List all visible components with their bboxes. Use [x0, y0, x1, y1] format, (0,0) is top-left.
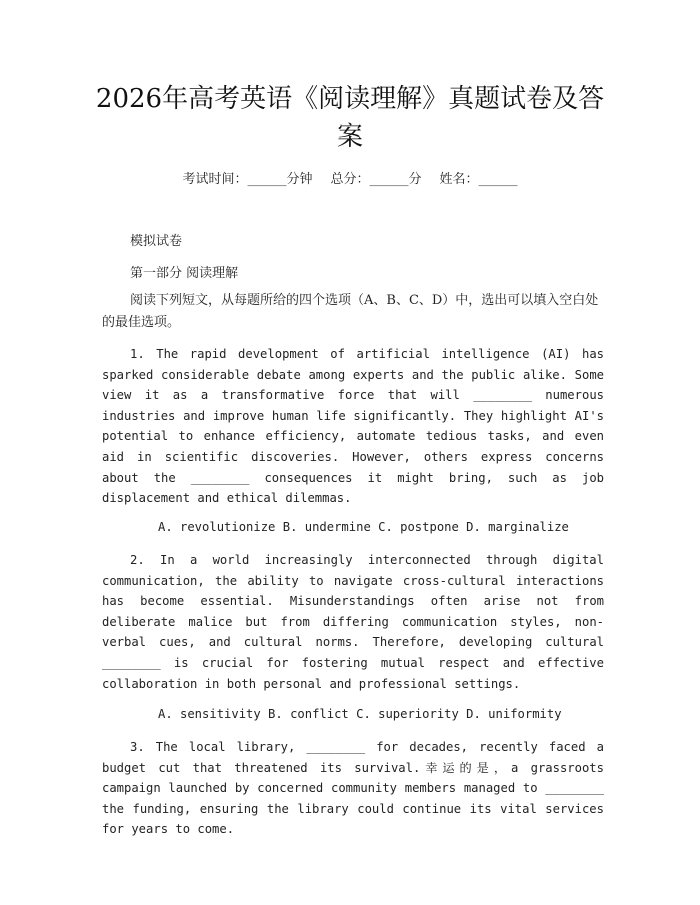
question-2-options: A. sensitivity B. conflict C. superiority D. uniformity: [158, 707, 562, 721]
section-label: 模拟试卷: [130, 234, 183, 249]
question-1: 1. The rapid development of artificial intelligence (AI) has sparked considerable debate among experts and the public alike. Some view it as a transformative force that will ________ numerous industries and improve human life significantly. They highlight AI's potential to enhance efficiency, automate tedious tasks, and even aid in scientific discoveries. However, others express concerns about the ________ consequences it might bring, such as job displacement and ethical dilemmas.: [102, 347, 604, 506]
exam-time-field: 考试时间：______分钟: [182, 172, 313, 187]
instructions: 阅读下列短文，从每题所给的四个选项（A、B、C、D）中，选出可以填入空白处的最佳选项。: [102, 293, 599, 330]
question-2: 2. In a world increasingly interconnected through digital communication, the ability to navigate cross-cultural interactions has become essential. Misunderstandings often arise not from deliberate malice but from differing communication styles, non-verbal cues, and cultural norms. Therefore, developing cultural ________ is crucial for fostering mutual respect and effective collaboration in both personal and professional settings.: [102, 553, 604, 691]
question-1-options: A. revolutionize B. undermine C. postpone D. marginalize: [158, 520, 569, 534]
question-3: 3. The local library, ________ for decades, recently faced a budget cut that threatened its survival.幸运的是，a grassroots campaign launched by concerned community members managed to ________ the funding, ensuring the library could continue its vital services for years to come.: [102, 740, 604, 837]
student-name-field: 姓名：______: [439, 172, 518, 187]
total-score-field: 总分：______分: [330, 172, 422, 187]
exam-meta: [0, 168, 700, 187]
part-label: 第一部分 阅读理解: [130, 266, 239, 281]
page-title: 2026年高考英语《阅读理解》真题试卷及答案: [95, 84, 605, 152]
